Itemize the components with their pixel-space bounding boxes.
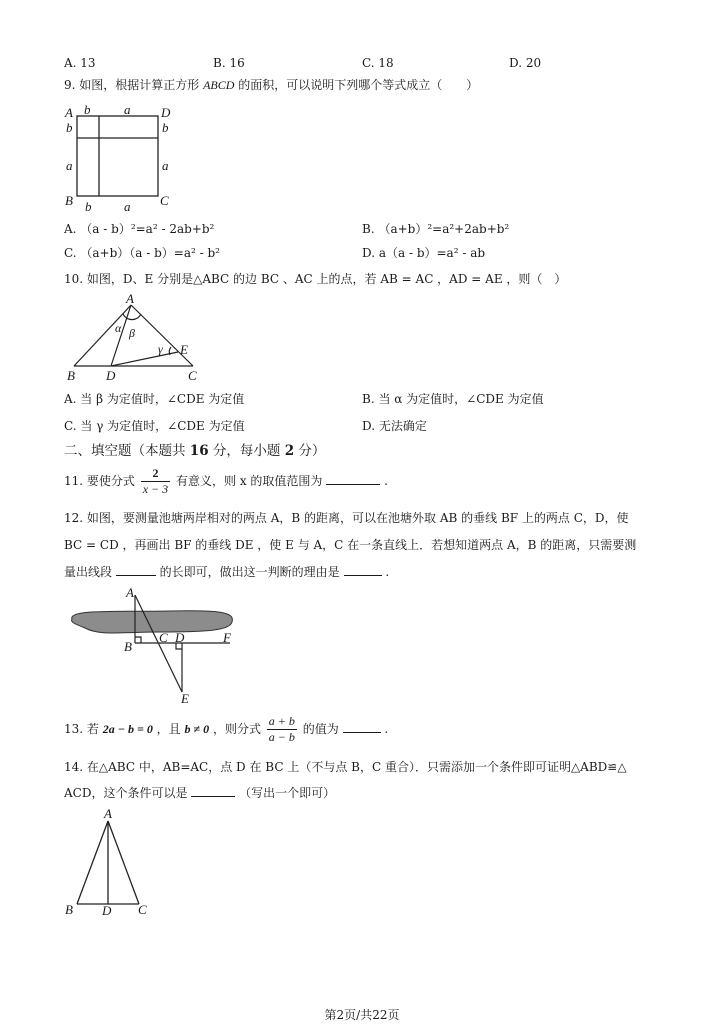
q12-pond-figure: [60, 584, 245, 704]
label-B: B: [65, 902, 73, 916]
q10-option-c: C. 当 γ 为定值时，∠CDE 为定值: [64, 419, 245, 433]
label-D: D: [106, 368, 116, 383]
q12-line3: [64, 563, 389, 580]
side-AC: [108, 821, 139, 904]
label-gamma: γ: [158, 342, 163, 356]
segment-AD: [111, 305, 131, 366]
segment-DE: [111, 352, 178, 366]
side-AB: [77, 821, 108, 904]
label-left-a: a: [66, 158, 73, 173]
page-footer: 第2页/共22页: [324, 1008, 400, 1022]
label-beta: β: [129, 326, 135, 340]
q13-mid2: ，则分式: [212, 722, 261, 736]
label-C: C: [160, 193, 169, 208]
label-left-b: b: [66, 120, 73, 135]
label-D: D: [175, 630, 185, 645]
q14-line2: [64, 784, 335, 801]
right-angle-B: [135, 637, 141, 643]
square-abcd: [77, 116, 158, 196]
q9-square-figure: [60, 102, 180, 214]
q10-option-b: B. 当 α 为定值时，∠CDE 为定值: [362, 392, 544, 406]
label-C: C: [188, 368, 197, 383]
q10-option-d: D. 无法确定: [362, 419, 427, 433]
label-D: D: [102, 903, 112, 916]
q12-line3-mid: 的长即可，做出这一判断的理由是: [159, 565, 340, 579]
label-bottom-a: a: [124, 199, 131, 214]
q12-line1: 12. 如图，要测量池塘两岸相对的两点 A，B 的距离，可以在池塘外取 AB 的垂线 BF 上的两点 C，D，使: [64, 511, 629, 525]
q13-denominator: a − b: [268, 730, 295, 744]
section-2-title-prefix: 二、填空题（本题共: [64, 443, 186, 459]
q13-end: .: [384, 722, 389, 736]
q11-prefix: 11. 要使分式: [64, 474, 135, 488]
q8-option-c: C. 18: [362, 56, 394, 70]
section-2-points-each: 2: [284, 443, 295, 459]
q11-end: .: [384, 474, 388, 488]
section-2-points-total: 16: [189, 443, 209, 459]
label-top-b: b: [84, 102, 91, 117]
angle-arc-A: [123, 314, 141, 320]
q8-option-b: B. 16: [213, 56, 245, 70]
q12-line3-end: .: [385, 565, 390, 579]
q11-numerator: 2: [141, 466, 170, 482]
label-top-a: a: [124, 102, 131, 117]
q13-condition-2: b ≠ 0: [184, 722, 210, 736]
q9-option-d: D. a（a - b）=a² - ab: [362, 246, 486, 260]
q9-option-a: A. （a - b）²=a² - 2ab+b²: [64, 222, 215, 236]
q13-answer-blank[interactable]: [343, 720, 381, 733]
q9-stem-var: ABCD: [203, 78, 235, 92]
label-A: A: [126, 585, 134, 600]
label-A: A: [65, 105, 73, 120]
label-right-a: a: [162, 158, 169, 173]
q11-answer-blank[interactable]: [326, 472, 380, 485]
q10-stem: 10. 如图，D、E 分别是△ABC 的边 BC 、AC 上的点，若 AB = AC ，AD = AE ，则（ ）: [64, 272, 567, 286]
q13-prefix: 13. 若: [64, 722, 99, 736]
section-2-title-suffix: 分）: [298, 443, 326, 459]
q13-suffix: 的值为: [302, 722, 339, 736]
q14-triangle-figure: [60, 804, 160, 916]
section-2-title-mid: 分，每小题: [212, 443, 281, 459]
q10-option-a: A. 当 β 为定值时，∠CDE 为定值: [64, 392, 245, 406]
q12-line3-prefix: 量出线段: [64, 565, 113, 579]
side-AB: [74, 305, 131, 366]
label-C: C: [138, 902, 147, 916]
label-alpha: α: [115, 321, 122, 335]
q9-stem-prefix: 9. 如图，根据计算正方形: [64, 78, 200, 92]
q13-condition-1: 2a − b = 0: [102, 722, 153, 736]
q14-line1: 14. 在△ABC 中，AB=AC，点 D 在 BC 上（不与点 B，C 重合）．只需添加一个条件即可证明△ABD≌△: [64, 760, 627, 774]
q13: [64, 714, 388, 745]
q11-denominator: x − 3: [142, 482, 169, 496]
label-C: C: [159, 630, 168, 645]
label-D: D: [161, 105, 171, 120]
section-2-heading: [64, 442, 325, 460]
q14-line2-suffix: （写出一个即可）: [239, 786, 336, 800]
q13-mid: ，且: [156, 722, 181, 736]
q11-fraction: [141, 466, 170, 497]
q11: [64, 466, 388, 497]
label-A: A: [104, 806, 112, 821]
q14-line2-prefix: ACD，这个条件可以是: [64, 786, 188, 800]
label-B: B: [67, 368, 75, 383]
label-B: B: [124, 639, 132, 654]
q9-stem-suffix: 的面积，可以说明下列哪个等式成立（ ）: [238, 78, 479, 92]
q10-triangle-figure: [60, 292, 210, 384]
label-F: F: [223, 630, 231, 645]
q11-suffix: 有意义，则 x 的取值范围为: [176, 474, 323, 488]
label-right-b: b: [162, 120, 169, 135]
q13-fraction: [267, 714, 297, 745]
q13-numerator: a + b: [268, 714, 295, 728]
q12-answer-blank-2[interactable]: [344, 563, 382, 576]
label-bottom-b: b: [85, 199, 92, 214]
label-B: B: [65, 193, 73, 208]
q8-option-a: A. 13: [64, 56, 96, 70]
q14-answer-blank[interactable]: [191, 784, 235, 797]
q12-answer-blank-1[interactable]: [116, 563, 156, 576]
q9-option-c: C. （a+b）（a - b）=a² - b²: [64, 246, 220, 260]
label-E: E: [181, 691, 189, 704]
q9-option-b: B. （a+b）²=a²+2ab+b²: [362, 222, 510, 236]
q8-option-d: D. 20: [509, 56, 542, 70]
q12-line2: BC = CD ，再画出 BF 的垂线 DE ，使 E 与 A，C 在一条直线上．若想知道两点 A，B 的距离，只需要测: [64, 538, 637, 552]
label-A: A: [126, 292, 134, 306]
q9-stem: [64, 77, 478, 93]
label-E: E: [180, 342, 188, 357]
